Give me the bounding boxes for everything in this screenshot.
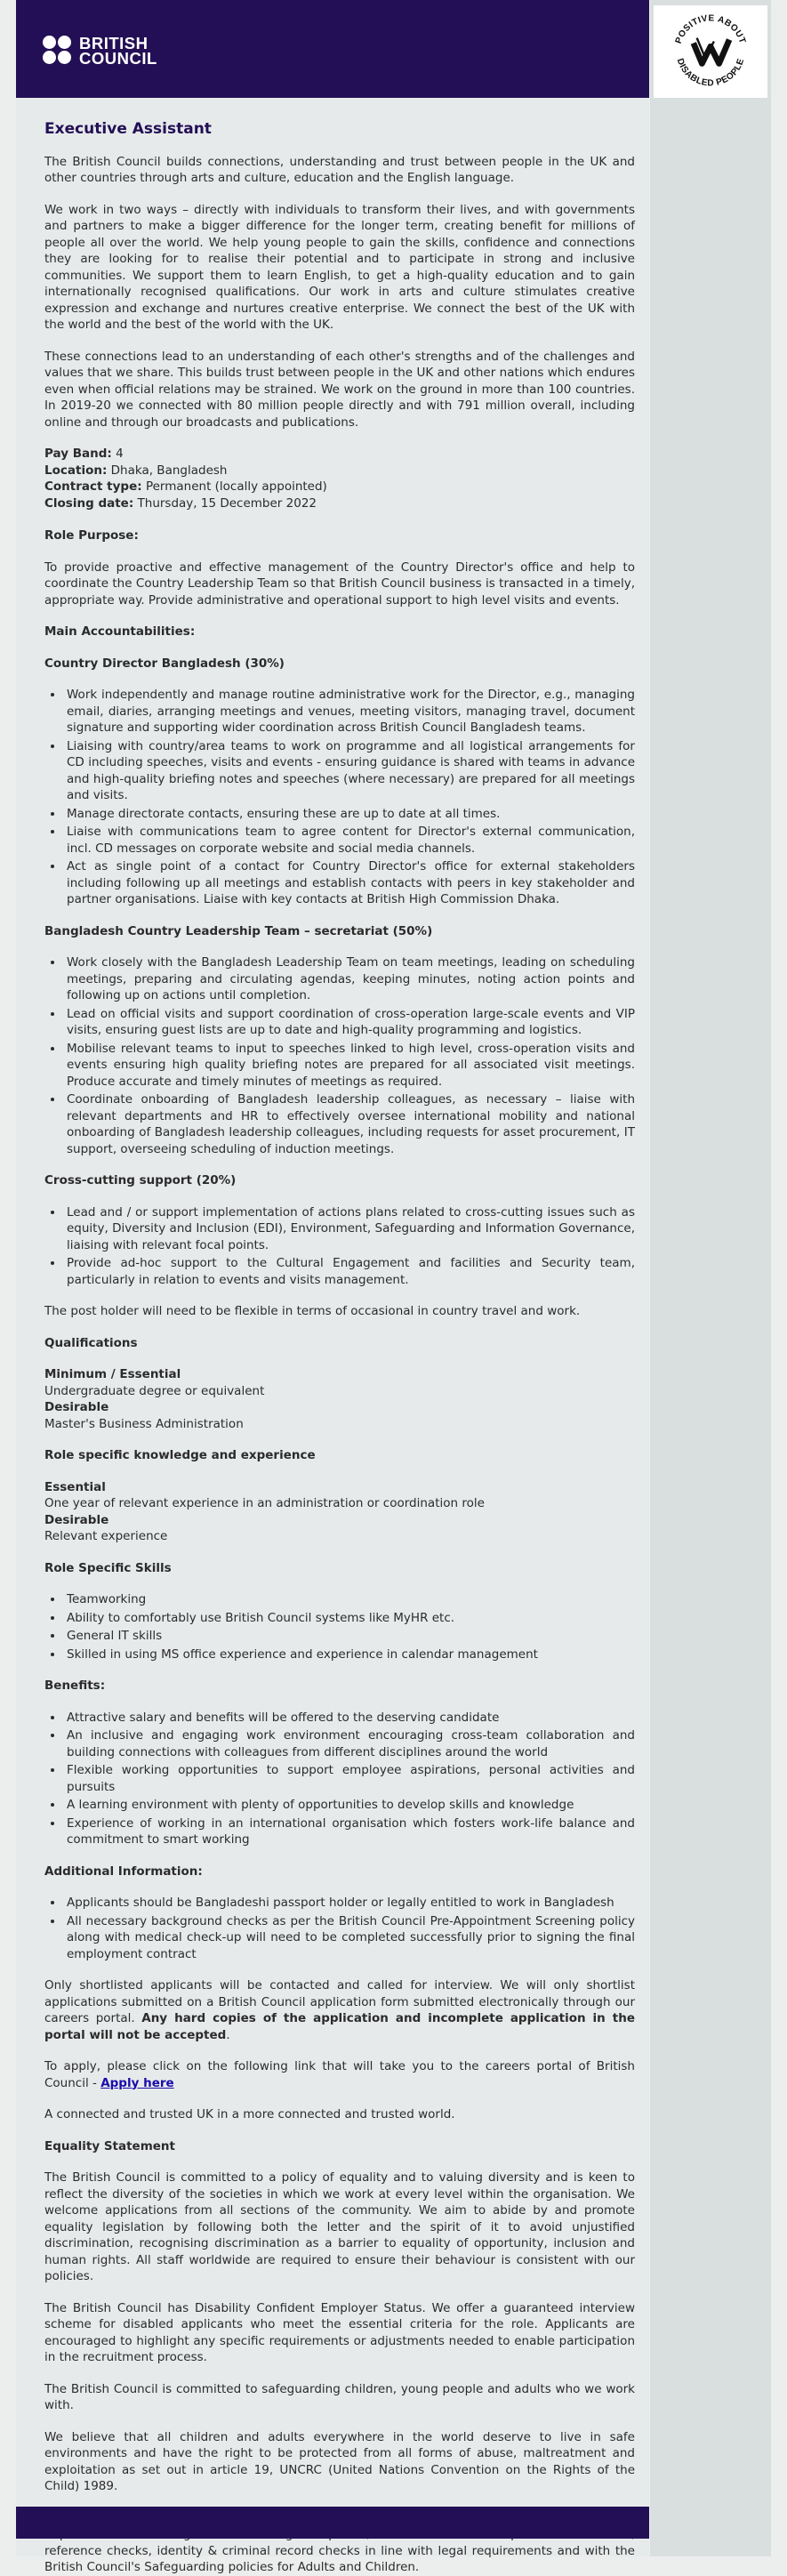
list-item: • Lead and / or support implementation of actions plans related to cross-cutting issues such as equity, Diversity and Inclusion (EDI), Environment, Safeguarding and Information Governance, liaising with relevant focal points. <box>64 1204 635 1254</box>
qualifications-block <box>44 1366 635 1432</box>
knowledge-block <box>44 1479 635 1545</box>
equality-paragraph: We believe that all children and adults everywhere in the world deserve to live in safe environments and have the right to be protected from all forms of abuse, maltreatment and exploitation as set out in article 19, UNCRC (United Nations Convention on the Rights of the Child) 1989. <box>44 2429 635 2493</box>
detail-line <box>44 495 635 512</box>
equality-paragraph: The British Council has Disability Confident Employer Status. We offer a guaranteed interview scheme for disabled applicants who meet the essential criteria for the role. Applicants are encouraged to highlight any specific requirements or adjustments needed to enable participation in the recruitment process. <box>44 2300 635 2364</box>
qualification-desirable-value: Master's Business Administration <box>44 1416 244 1431</box>
accountability-list <box>44 1204 635 1289</box>
intro-paragraph: The British Council builds connections, understanding and trust between people in the UK and other countries through arts and culture, education and the English language. <box>44 154 635 185</box>
role-purpose-heading: Role Purpose: <box>44 528 139 543</box>
intro-paragraph: We work in two ways – directly with individuals to transform their lives, and with governments and partners to make a bigger difference for the longer term, creating benefit for millions of people all over the world. We help young people to gain the skills, confidence and connections they are looking for to realise their potential and to participate in strong and inclusive communities. We support them to learn English, to get a high-quality education and to gain internationally recognised qualifications. Our work in arts and culture stimulates creative expression and exchange and nurtures creative enterprise. We connect the best of the UK with the world and the best of the world with the UK. <box>44 202 635 332</box>
british-council-logo <box>43 36 157 66</box>
equality-paragraph: The British Council is committed to safeguarding children, young people and adults who we work with. <box>44 2381 635 2412</box>
list-item: • Work closely with the Bangladesh Leadership Team on team meetings, leading on scheduling meetings, preparing and circulating agendas, keeping minutes, noting action points and following up on actions until completion. <box>64 954 635 1004</box>
footer-bar <box>16 2507 649 2539</box>
knowledge-desirable-value: Relevant experience <box>44 1529 168 1543</box>
qualification-desirable-label: Desirable <box>44 1400 109 1414</box>
apply-here-link[interactable]: Apply here <box>100 2075 174 2090</box>
header-banner <box>16 0 649 98</box>
detail-line <box>44 446 635 463</box>
accountability-group-heading: Cross-cutting support (20%) <box>44 1173 237 1187</box>
list-item: • Applicants should be Bangladeshi passport holder or legally entitled to work in Bangladesh <box>64 1895 635 1912</box>
equality-paragraph: reference checks, identity & criminal record checks in line with legal requirements and with the British Council's Safeguarding policies for Adults and Children. <box>44 2543 635 2574</box>
tagline: A connected and trusted UK in a more connected and trusted world. <box>44 2107 455 2121</box>
skills-list <box>44 1591 635 1662</box>
knowledge-essential-value: One year of relevant experience in an administration or coordination role <box>44 1496 485 1510</box>
list-item: • Teamworking <box>64 1591 635 1608</box>
job-content <box>16 98 649 2576</box>
list-item: • Ability to comfortably use British Council systems like MyHR etc. <box>64 1610 635 1627</box>
list-item: • Flexible working opportunities to support employee aspirations, personal activities and pursuits <box>64 1762 635 1795</box>
list-item: • General IT skills <box>64 1628 635 1645</box>
equality-heading: Equality Statement <box>44 2138 175 2153</box>
list-item: • An inclusive and engaging work environment encouraging cross-team collaboration and building connections with colleagues from different disciplines around the world <box>64 1727 635 1760</box>
equality-paragraph: The British Council is committed to a policy of equality and to valuing diversity and is keen to reflect the diversity of the societies in which we work at every level within the organisation. We welcome applications from all sections of the community. We aim to abide by and promote equality legislation by following both the letter and the spirit of it to avoid unjustified discrimination, recognising discrimination as a barrier to equality of opportunity, inclusion and human rights. All staff worldwide are required to ensure their behaviour is consistent with our policies. <box>44 2170 635 2283</box>
disability-symbol-icon <box>668 9 753 94</box>
list-item: • Liaising with country/area teams to work on programme and all logistical arrangements for CD including speeches, visits and events - ensuring guidance is shared with teams in advance and high-quality briefing notes and speeches (where necessary) are prepared for all meetings and visits. <box>64 738 635 804</box>
additional-info-heading: Additional Information: <box>44 1864 203 1879</box>
knowledge-desirable-label: Desirable <box>44 1512 109 1527</box>
detail-label: Location: <box>44 463 108 478</box>
accountability-list <box>44 687 635 908</box>
main-accountabilities-heading: Main Accountabilities: <box>44 624 196 639</box>
list-item: • Attractive salary and benefits will be offered to the deserving candidate <box>64 1710 635 1727</box>
benefits-heading: Benefits: <box>44 1678 106 1693</box>
intro-section <box>44 154 635 431</box>
qualification-min-label: Minimum / Essential <box>44 1367 181 1381</box>
detail-value: Thursday, 15 December 2022 <box>133 495 317 511</box>
detail-value: 4 <box>111 447 124 461</box>
detail-line <box>44 463 635 479</box>
list-item: • Manage directorate contacts, ensuring these are up to date at all times. <box>64 806 635 823</box>
travel-note: The post holder will need to be flexible in terms of occasional in country travel and work. <box>44 1304 581 1318</box>
detail-label: Closing date: <box>44 495 134 511</box>
intro-paragraph: These connections lead to an understanding of each other's strengths and of the challenges and values that we share. This builds trust between people in the UK and other nations which endures even when official relations may be strained. We work on the ground in more than 100 countries. In 2019-20 we connected with 80 million people directly and with 791 million overall, including online and through our broadcasts and publications. <box>44 349 635 430</box>
knowledge-essential-label: Essential <box>44 1479 106 1494</box>
list-item: • A learning environment with plenty of opportunities to develop skills and knowledge <box>64 1797 635 1814</box>
detail-value: Dhaka, Bangladesh <box>107 463 228 478</box>
svg-text:DISABLED PEOPLE <box>675 57 747 88</box>
list-item: • Act as single point of a contact for Country Director's office for external stakeholders including following up all meetings and establish contacts with peers in key stakeholder and partner organisations. Liaise with key contacts at British High Commission Dhaka. <box>64 858 635 908</box>
logo-line-1: BRITISH <box>79 34 149 52</box>
role-purpose-text: To provide proactive and effective management of the Country Director's office and help to coordinate the Country Leadership Team so that British Council business is transacted in a timely, appropriate way. Provide administrative and operational support to high level visits and events. <box>44 559 635 608</box>
shortlist-text: Only shortlisted applicants will be contacted and called for interview. We will only shortlist applications submitted on a British Council application form submitted electronically through our careers portal. <box>44 1978 635 2025</box>
knowledge-heading: Role specific knowledge and experience <box>44 1448 316 1462</box>
detail-label: Pay Band: <box>44 447 112 461</box>
list-item: • Work independently and manage routine administrative work for the Director, e.g., managing email, diaries, arranging meetings and venues, meeting visitors, managing travel, document signature and supporting wider coordination across British Council Bangladesh teams. <box>64 687 635 737</box>
accountability-group-heading: Country Director Bangladesh (30%) <box>44 656 285 671</box>
shortlist-end: . <box>226 2027 230 2042</box>
logo-dots-icon <box>43 36 73 66</box>
logo-wordmark <box>79 36 157 66</box>
svg-text:POSITIVE ABOUT <box>674 13 748 45</box>
list-item: • Liaise with communications team to agree content for Director's external communication, incl. CD messages on corporate website and social media channels. <box>64 824 635 857</box>
apply-text: To apply, please click on the following link that will take you to the careers portal of British Council - <box>44 2059 635 2090</box>
list-item: • Mobilise relevant teams to input to speeches linked to high level, cross-operation visits and events ensuring high quality briefing notes are prepared for all associated visit meetings. Produce accurate and timely minutes of meetings as required. <box>64 1041 635 1091</box>
job-title: Executive Assistant <box>44 120 212 138</box>
job-details <box>44 446 635 511</box>
qualifications-heading: Qualifications <box>44 1335 138 1350</box>
badge-text-bottom: DISABLED PEOPLE <box>674 57 747 89</box>
shortlist-bold-text: Any hard copies of the application and incomplete application in the portal will not be accepted <box>44 2011 635 2042</box>
detail-line <box>44 479 635 495</box>
job-posting-panel <box>16 0 649 2574</box>
positive-about-disabled-people-badge <box>654 5 767 98</box>
skills-heading: Role Specific Skills <box>44 1560 172 1575</box>
additional-info-list <box>44 1895 635 1962</box>
footer-side <box>650 2507 771 2539</box>
accountability-list <box>44 954 635 1157</box>
badge-text-top: POSITIVE ABOUT <box>673 13 748 45</box>
list-item: • Skilled in using MS office experience and experience in calendar management <box>64 1646 635 1663</box>
right-sidebar <box>650 0 771 2556</box>
benefits-list <box>44 1710 635 1848</box>
list-item: • Lead on official visits and support coordination of cross-operation large-scale events and VIP visits, ensuring guest lists are up to date and high-quality programming and logistics. <box>64 1006 635 1039</box>
list-item: • Provide ad-hoc support to the Cultural Engagement and facilities and Security team, particularly in relation to events and visits management. <box>64 1255 635 1288</box>
accountability-groups <box>44 656 635 1289</box>
qualification-min-value: Undergraduate degree or equivalent <box>44 1383 265 1398</box>
list-item: • All necessary background checks as per the British Council Pre-Appointment Screening policy along with medical check-up will need to be completed successfully prior to signing the final employment contract <box>64 1913 635 1963</box>
list-item: • Experience of working in an international organisation which fosters work-life balance and commitment to smart working <box>64 1815 635 1848</box>
shortlist-note <box>44 1977 635 2043</box>
apply-paragraph <box>44 2058 635 2091</box>
accountability-group-heading: Bangladesh Country Leadership Team – secretariat (50%) <box>44 923 433 938</box>
detail-label: Contract type: <box>44 479 142 494</box>
detail-value: Permanent (locally appointed) <box>141 479 327 494</box>
list-item: • Coordinate onboarding of Bangladesh leadership colleagues, as necessary – liaise with relevant departments and HR to effectively oversee international mobility and national onboarding of Bangladesh leadership colleagues, including requests for asset procurement, IT support, overseeing scheduling of induction meetings. <box>64 1091 635 1157</box>
logo-line-2: COUNCIL <box>79 49 157 68</box>
